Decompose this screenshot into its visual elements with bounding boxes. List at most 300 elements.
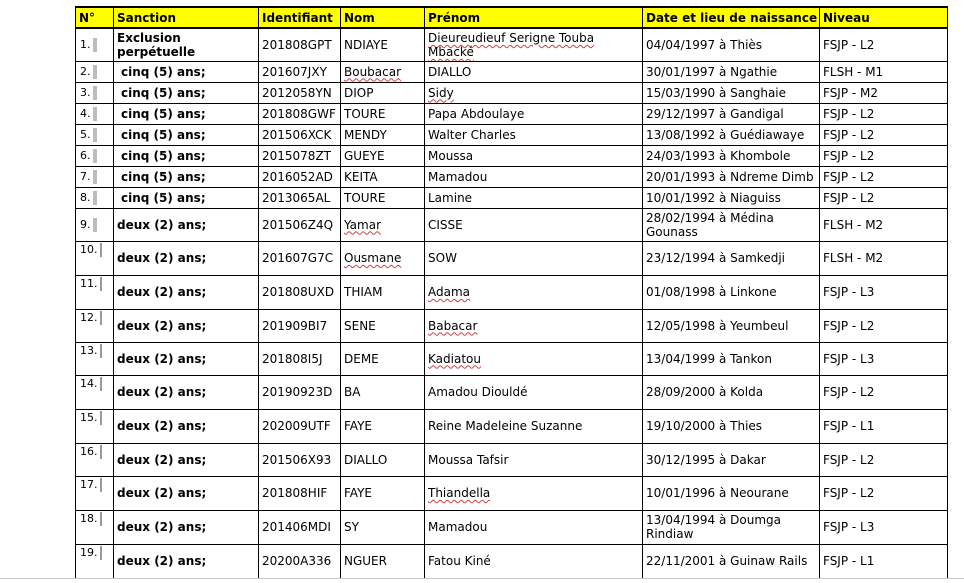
row-sanction-text: cinq (5) ans; xyxy=(121,127,206,142)
row-number-text: 14. xyxy=(80,376,98,390)
row-marker-icon xyxy=(100,243,102,257)
row-nom-text: SY xyxy=(344,520,359,534)
row-prenom-text: Amadou Diouldé xyxy=(428,385,528,399)
row-sanction xyxy=(114,145,259,166)
row-number-text: 17. xyxy=(80,477,98,491)
row-prenom xyxy=(425,309,643,342)
header-sanction: Sanction xyxy=(114,7,259,28)
row-nom xyxy=(341,476,425,510)
row-sanction-text: deux (2) ans; xyxy=(117,217,207,232)
row-marker-icon xyxy=(93,149,97,163)
row-nom xyxy=(341,103,425,124)
row-number-text: 19. xyxy=(80,545,98,559)
row-marker-icon xyxy=(93,128,97,142)
row-prenom xyxy=(425,510,643,544)
row-sanction xyxy=(114,187,259,208)
row-niveau-text: FSJP - L2 xyxy=(823,385,875,399)
table-row xyxy=(76,476,948,510)
row-naissance xyxy=(643,208,820,241)
row-nom xyxy=(341,544,425,578)
table-row xyxy=(76,241,948,275)
row-identifiant xyxy=(259,103,341,124)
row-identifiant-text: 201506Z4Q xyxy=(262,217,334,232)
row-naissance-text: 19/10/2000 à Thies xyxy=(646,419,763,433)
row-identifiant-text: 2013065AL xyxy=(262,190,331,205)
row-nom-text: MENDY xyxy=(344,127,387,142)
row-sanction xyxy=(114,309,259,342)
row-prenom-text: Fatou Kiné xyxy=(428,554,491,568)
row-naissance xyxy=(643,61,820,82)
row-naissance xyxy=(643,544,820,578)
row-marker-icon xyxy=(93,191,97,205)
row-naissance-text: 15/03/1990 à Sanghaie xyxy=(646,85,787,100)
table-row xyxy=(76,145,948,166)
row-identifiant xyxy=(259,124,341,145)
row-niveau-text: FSJP - L3 xyxy=(823,285,875,299)
row-naissance-text: 01/08/1998 à Linkone xyxy=(646,285,777,299)
table-row xyxy=(76,544,948,578)
row-prenom-text: Babacar xyxy=(428,318,478,333)
row-identifiant-text: 2016052AD xyxy=(262,169,333,184)
row-prenom-text: Sidy xyxy=(428,85,454,100)
row-prenom-text: Dieureudieuf Serigne Touba Mbacké xyxy=(428,30,595,59)
row-niveau xyxy=(820,241,948,275)
row-identifiant-text: 201909BI7 xyxy=(262,318,328,333)
row-naissance-text: 13/04/1999 à Tankon xyxy=(646,351,772,366)
row-number-text: 2. xyxy=(80,64,91,78)
row-naissance-text: 12/05/1998 à Yeumbeul xyxy=(646,318,789,333)
row-niveau xyxy=(820,208,948,241)
row-number xyxy=(76,375,114,409)
row-number-text: 13. xyxy=(80,343,98,357)
row-nom xyxy=(341,375,425,409)
row-prenom xyxy=(425,208,643,241)
row-marker-icon xyxy=(93,218,97,232)
row-prenom-text: DIALLO xyxy=(428,64,472,79)
row-identifiant xyxy=(259,82,341,103)
row-prenom-text: CISSE xyxy=(428,217,463,232)
row-sanction xyxy=(114,342,259,375)
row-identifiant-text: 201506X93 xyxy=(262,452,332,467)
row-niveau xyxy=(820,476,948,510)
row-naissance xyxy=(643,275,820,309)
row-sanction-text: deux (2) ans; xyxy=(117,520,207,534)
row-prenom xyxy=(425,375,643,409)
row-nom xyxy=(341,166,425,187)
row-nom xyxy=(341,82,425,103)
row-sanction xyxy=(114,510,259,544)
row-number xyxy=(76,241,114,275)
row-nom xyxy=(341,275,425,309)
row-niveau-text: FSJP - L1 xyxy=(823,419,875,433)
row-sanction xyxy=(114,375,259,409)
row-prenom xyxy=(425,342,643,375)
row-nom-text: TOURE xyxy=(344,106,386,121)
row-identifiant xyxy=(259,544,341,578)
row-niveau xyxy=(820,145,948,166)
row-naissance xyxy=(643,443,820,476)
row-nom-text: DIALLO xyxy=(344,452,388,467)
row-identifiant-text: 201506XCK xyxy=(262,127,332,142)
row-niveau-text: FSJP - L3 xyxy=(823,520,875,534)
row-naissance-text: 23/12/1994 à Samkedji xyxy=(646,251,785,265)
row-sanction-text: deux (2) ans; xyxy=(117,318,207,333)
row-nom-text: Boubacar xyxy=(344,64,402,79)
row-identifiant-text: 202009UTF xyxy=(262,419,331,433)
row-identifiant-text: 201808UXD xyxy=(262,285,335,299)
row-nom xyxy=(341,241,425,275)
row-nom-text: TOURE xyxy=(344,190,386,205)
row-identifiant-text: 201406MDI xyxy=(262,520,331,534)
row-identifiant xyxy=(259,241,341,275)
header-nom: Nom xyxy=(341,7,425,28)
row-nom-text: THIAM xyxy=(344,285,383,299)
row-niveau xyxy=(820,103,948,124)
row-niveau-text: FSJP - L2 xyxy=(823,318,875,333)
row-number xyxy=(76,476,114,510)
row-nom xyxy=(341,145,425,166)
row-number-text: 7. xyxy=(80,169,91,183)
row-prenom-text: Reine Madeleine Suzanne xyxy=(428,419,583,433)
row-nom-text: NDIAYE xyxy=(344,37,388,52)
row-sanction-text: cinq (5) ans; xyxy=(121,64,206,79)
row-marker-icon xyxy=(100,512,102,526)
row-prenom-text: Mamadou xyxy=(428,169,488,184)
row-number-text: 12. xyxy=(80,310,98,324)
row-naissance-text: 28/09/2000 à Kolda xyxy=(646,385,764,399)
row-niveau-text: FLSH - M1 xyxy=(823,64,884,79)
row-number-text: 1. xyxy=(80,37,91,51)
row-sanction xyxy=(114,409,259,443)
row-number xyxy=(76,28,114,61)
header-naissance: Date et lieu de naissance xyxy=(643,7,820,28)
row-prenom xyxy=(425,476,643,510)
row-prenom-text: Lamine xyxy=(428,190,473,205)
row-number xyxy=(76,166,114,187)
row-prenom xyxy=(425,82,643,103)
row-nom xyxy=(341,61,425,82)
row-identifiant xyxy=(259,187,341,208)
row-sanction xyxy=(114,61,259,82)
row-nom xyxy=(341,443,425,476)
row-niveau-text: FSJP - L3 xyxy=(823,351,875,366)
table-row xyxy=(76,82,948,103)
row-prenom-text: Thiandella xyxy=(428,486,491,500)
row-nom xyxy=(341,342,425,375)
row-identifiant xyxy=(259,275,341,309)
row-number xyxy=(76,443,114,476)
row-sanction-text: cinq (5) ans; xyxy=(121,169,206,184)
row-identifiant-text: 20200A336 xyxy=(262,554,332,568)
row-niveau xyxy=(820,544,948,578)
row-number xyxy=(76,208,114,241)
page-bottom-rule xyxy=(0,578,964,579)
row-naissance-text: 13/04/1994 à Doumga Rindiaw xyxy=(646,513,781,541)
row-nom xyxy=(341,28,425,61)
row-niveau xyxy=(820,187,948,208)
row-sanction xyxy=(114,241,259,275)
row-identifiant xyxy=(259,208,341,241)
table-row xyxy=(76,103,948,124)
row-naissance-text: 20/01/1993 à Ndreme Dimb xyxy=(646,169,814,184)
row-nom xyxy=(341,510,425,544)
row-niveau-text: FSJP - L2 xyxy=(823,148,875,163)
row-prenom-text: Adama xyxy=(428,285,471,299)
row-number xyxy=(76,309,114,342)
row-prenom xyxy=(425,124,643,145)
row-marker-icon xyxy=(93,170,97,184)
row-niveau xyxy=(820,309,948,342)
row-marker-icon xyxy=(100,277,102,291)
row-nom-text: GUEYE xyxy=(344,148,385,163)
row-nom-text: KEITA xyxy=(344,169,378,184)
row-naissance xyxy=(643,145,820,166)
row-niveau-text: FSJP - M2 xyxy=(823,85,879,100)
row-naissance xyxy=(643,166,820,187)
row-identifiant xyxy=(259,145,341,166)
row-marker-icon xyxy=(93,86,97,100)
row-prenom xyxy=(425,103,643,124)
row-sanction xyxy=(114,28,259,61)
header-row xyxy=(76,7,948,28)
row-number-text: 5. xyxy=(80,127,91,141)
row-prenom-text: SOW xyxy=(428,251,457,265)
row-identifiant-text: 2012058YN xyxy=(262,85,332,100)
row-sanction-text: deux (2) ans; xyxy=(117,452,207,467)
row-naissance xyxy=(643,375,820,409)
row-identifiant xyxy=(259,166,341,187)
row-sanction-text: deux (2) ans; xyxy=(117,554,207,568)
row-niveau xyxy=(820,375,948,409)
table-row xyxy=(76,309,948,342)
row-niveau xyxy=(820,82,948,103)
row-marker-icon xyxy=(100,445,102,459)
row-prenom-text: Walter Charles xyxy=(428,127,516,142)
row-naissance xyxy=(643,409,820,443)
row-nom-text: DIOP xyxy=(344,85,374,100)
row-number-text: 10. xyxy=(80,242,98,256)
row-number xyxy=(76,275,114,309)
row-identifiant xyxy=(259,409,341,443)
row-niveau xyxy=(820,342,948,375)
row-identifiant-text: 201808I5J xyxy=(262,351,323,366)
row-number-text: 15. xyxy=(80,410,98,424)
row-prenom-text: Kadiatou xyxy=(428,351,481,366)
row-identifiant xyxy=(259,342,341,375)
row-prenom-text: Mamadou xyxy=(428,520,488,534)
table-row xyxy=(76,510,948,544)
table-body xyxy=(76,28,948,578)
row-nom xyxy=(341,187,425,208)
row-naissance xyxy=(643,103,820,124)
row-sanction xyxy=(114,275,259,309)
row-number-text: 16. xyxy=(80,444,98,458)
row-sanction-text: Exclusion perpétuelle xyxy=(117,30,196,59)
row-nom xyxy=(341,409,425,443)
row-sanction xyxy=(114,544,259,578)
row-niveau-text: FSJP - L1 xyxy=(823,554,875,568)
row-naissance xyxy=(643,510,820,544)
row-prenom xyxy=(425,241,643,275)
row-naissance-text: 29/12/1997 à Gandigal xyxy=(646,106,784,121)
row-naissance-text: 24/03/1993 à Khombole xyxy=(646,148,791,163)
row-niveau xyxy=(820,28,948,61)
row-sanction xyxy=(114,103,259,124)
row-niveau xyxy=(820,275,948,309)
row-naissance xyxy=(643,28,820,61)
row-niveau-text: FSJP - L2 xyxy=(823,106,875,121)
row-prenom xyxy=(425,544,643,578)
row-marker-icon xyxy=(100,377,102,391)
row-marker-icon xyxy=(100,344,102,358)
row-nom-text: Ousmane xyxy=(344,251,402,265)
row-prenom-text: Moussa Tafsir xyxy=(428,452,509,467)
row-marker-icon xyxy=(100,546,102,560)
row-niveau-text: FSJP - L2 xyxy=(823,452,875,467)
header-prenom: Prénom xyxy=(425,7,643,28)
row-nom-text: FAYE xyxy=(344,419,372,433)
row-number xyxy=(76,544,114,578)
row-niveau-text: FSJP - L2 xyxy=(823,37,875,52)
row-number xyxy=(76,103,114,124)
row-marker-icon xyxy=(100,311,102,325)
row-prenom xyxy=(425,61,643,82)
row-prenom xyxy=(425,443,643,476)
row-number-text: 3. xyxy=(80,85,91,99)
row-naissance-text: 04/04/1997 à Thiès xyxy=(646,37,763,52)
row-sanction-text: cinq (5) ans; xyxy=(121,148,206,163)
row-identifiant xyxy=(259,309,341,342)
row-identifiant xyxy=(259,443,341,476)
row-identifiant-text: 201808HIF xyxy=(262,486,328,500)
row-prenom-text: Papa Abdoulaye xyxy=(428,106,525,121)
row-sanction-text: deux (2) ans; xyxy=(117,251,207,265)
row-marker-icon xyxy=(100,478,102,492)
row-sanction-text: cinq (5) ans; xyxy=(121,85,206,100)
row-nom xyxy=(341,309,425,342)
row-sanction-text: deux (2) ans; xyxy=(117,486,207,500)
row-niveau-text: FLSH - M2 xyxy=(823,251,884,265)
row-niveau xyxy=(820,61,948,82)
row-sanction xyxy=(114,166,259,187)
table-row xyxy=(76,166,948,187)
row-sanction-text: cinq (5) ans; xyxy=(121,106,206,121)
row-niveau-text: FSJP - L2 xyxy=(823,486,875,500)
row-number-text: 9. xyxy=(80,217,91,231)
row-identifiant-text: 201808GWF xyxy=(262,106,336,121)
row-number-text: 4. xyxy=(80,106,91,120)
row-naissance xyxy=(643,187,820,208)
table-row xyxy=(76,275,948,309)
row-number xyxy=(76,342,114,375)
table-row xyxy=(76,208,948,241)
row-marker-icon xyxy=(93,65,97,79)
table-row xyxy=(76,443,948,476)
row-number xyxy=(76,124,114,145)
row-naissance-text: 28/02/1994 à Médina Gounass xyxy=(646,210,774,239)
row-number-text: 8. xyxy=(80,190,91,204)
row-nom-text: NGUER xyxy=(344,554,387,568)
row-naissance xyxy=(643,342,820,375)
row-identifiant xyxy=(259,476,341,510)
row-sanction-text: deux (2) ans; xyxy=(117,419,207,433)
row-naissance-text: 22/11/2001 à Guinaw Rails xyxy=(646,554,808,568)
row-identifiant xyxy=(259,28,341,61)
row-sanction xyxy=(114,443,259,476)
row-naissance xyxy=(643,82,820,103)
row-naissance-text: 13/08/1992 à Guédiawaye xyxy=(646,127,805,142)
row-marker-icon xyxy=(100,411,102,425)
row-nom-text: FAYE xyxy=(344,486,372,500)
row-number xyxy=(76,187,114,208)
row-sanction xyxy=(114,208,259,241)
row-number xyxy=(76,61,114,82)
table-row xyxy=(76,124,948,145)
table-row xyxy=(76,409,948,443)
row-identifiant-text: 201808GPT xyxy=(262,37,332,52)
table-row xyxy=(76,28,948,61)
row-niveau-text: FSJP - L2 xyxy=(823,169,875,184)
row-sanction-text: deux (2) ans; xyxy=(117,351,207,366)
header-niveau: Niveau xyxy=(820,7,948,28)
row-sanction-text: deux (2) ans; xyxy=(117,285,207,299)
row-number-text: 18. xyxy=(80,511,98,525)
row-prenom xyxy=(425,166,643,187)
row-nom-text: SENE xyxy=(344,318,376,333)
row-naissance-text: 10/01/1996 à Neourane xyxy=(646,486,789,500)
row-niveau xyxy=(820,443,948,476)
row-prenom xyxy=(425,275,643,309)
row-sanction xyxy=(114,124,259,145)
row-prenom xyxy=(425,145,643,166)
header-identifiant: Identifiant xyxy=(259,7,341,28)
row-sanction xyxy=(114,82,259,103)
row-prenom-text: Moussa xyxy=(428,148,474,163)
row-niveau xyxy=(820,166,948,187)
row-prenom xyxy=(425,187,643,208)
row-sanction-text: cinq (5) ans; xyxy=(121,190,206,205)
row-niveau xyxy=(820,510,948,544)
row-niveau xyxy=(820,124,948,145)
sanctions-table xyxy=(75,6,948,579)
row-number xyxy=(76,510,114,544)
row-nom xyxy=(341,208,425,241)
row-naissance-text: 30/01/1997 à Ngathie xyxy=(646,64,778,79)
row-nom xyxy=(341,124,425,145)
row-number xyxy=(76,409,114,443)
row-naissance-text: 30/12/1995 à Dakar xyxy=(646,452,766,467)
row-number-text: 11. xyxy=(80,276,98,290)
row-nom-text: BA xyxy=(344,385,361,399)
row-sanction xyxy=(114,476,259,510)
row-marker-icon xyxy=(93,38,97,52)
row-number xyxy=(76,145,114,166)
row-nom-text: Yamar xyxy=(344,217,382,232)
row-niveau-text: FSJP - L2 xyxy=(823,190,875,205)
table-row xyxy=(76,61,948,82)
row-naissance xyxy=(643,241,820,275)
row-niveau-text: FSJP - L2 xyxy=(823,127,875,142)
row-identifiant-text: 20190923D xyxy=(262,385,333,399)
table-row xyxy=(76,375,948,409)
row-nom-text: DEME xyxy=(344,351,379,366)
row-naissance-text: 10/01/1992 à Niaguiss xyxy=(646,190,781,205)
row-sanction-text: deux (2) ans; xyxy=(117,385,207,399)
table-row xyxy=(76,342,948,375)
row-identifiant xyxy=(259,510,341,544)
row-identifiant xyxy=(259,61,341,82)
row-number-text: 6. xyxy=(80,148,91,162)
